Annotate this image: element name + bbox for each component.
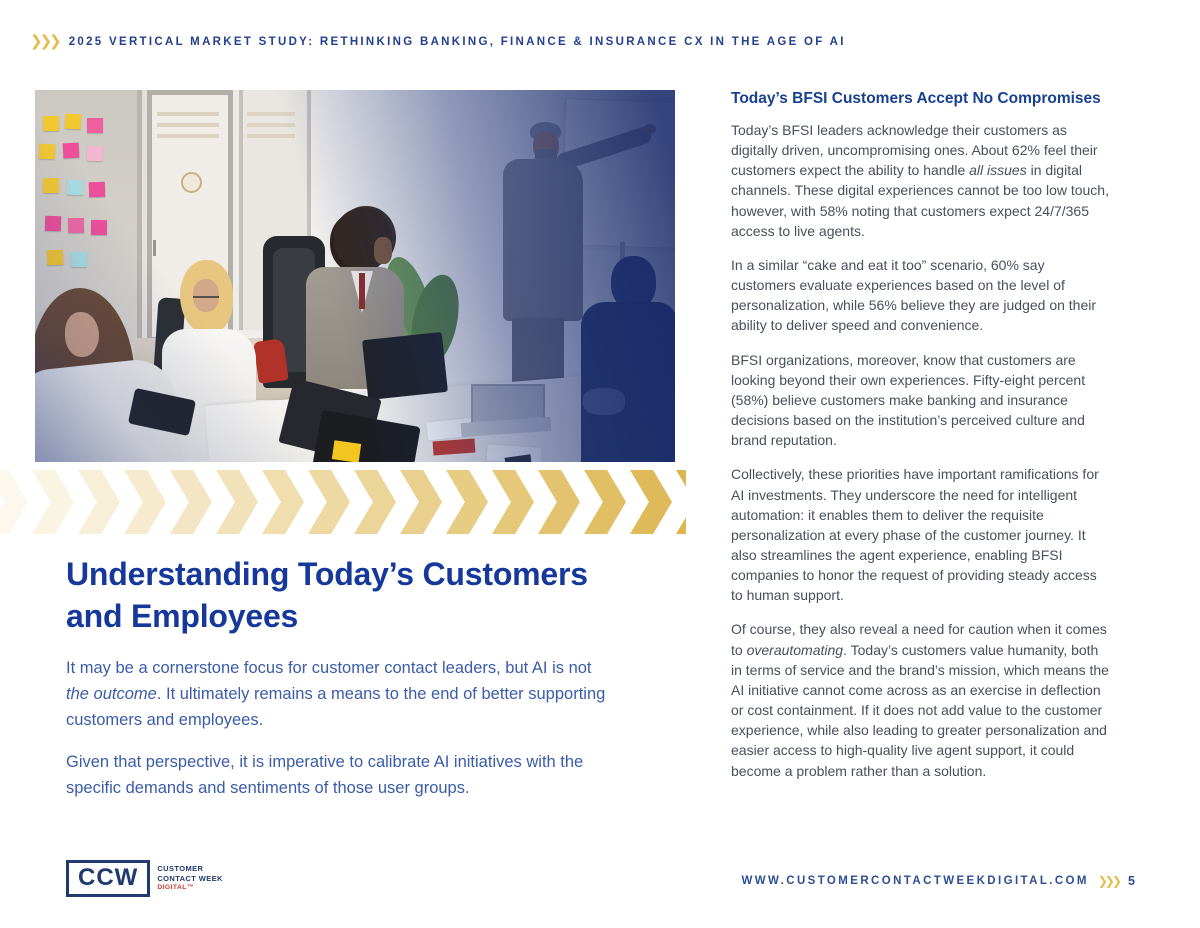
chevron-arrow [354, 470, 396, 534]
chevron-arrow [262, 470, 304, 534]
ccw-logo-line: CUSTOMER [157, 864, 204, 874]
chevron-arrow [216, 470, 258, 534]
chevron-arrow [400, 470, 442, 534]
page-number: 5 [1128, 874, 1135, 888]
article-paragraph: BFSI organizations, moreover, know that customers are looking beyond their own experiences. Fifty-eight percent (58%) believe customers make banking and insurance decisions based on the institution’s perceived culture and brand reputation. [731, 351, 1086, 449]
chevron-arrow [492, 470, 534, 534]
chevron-divider [0, 470, 686, 534]
article-paragraph: Today’s BFSI leaders acknowledge their customers as digitally driven, uncompromising ones. About 62% feel their customers expect the ability to handle all issues in digital channels. These digital experiences cannot be too low touch, however, with 58% noting that customers expect 24/7/365 access to live agents. [731, 122, 1109, 239]
article-column [731, 90, 1109, 781]
report-header [30, 34, 846, 49]
chevron-arrow [308, 470, 350, 534]
article-paragraph: Of course, they also reveal a need for caution when it comes to overautomating. Today’s customers value humanity, both in terms of service and the brand’s mission, which means the AI initiative cannot come across as an exercise in deflection or cost containment. If it does not add value to the customer experience, while also leading to greater personalization and easier access to high-quality live agent support, it could become a problem rather than a solution. [731, 621, 1109, 779]
website-url[interactable]: WWW.CUSTOMERCONTACTWEEKDIGITAL.COM [741, 875, 1089, 887]
report-title: 2025 VERTICAL MARKET STUDY: RETHINKING BANKING, FINANCE & INSURANCE CX IN THE AGE OF AI [68, 35, 846, 48]
lead-paragraph: Given that perspective, it is imperative to calibrate AI initiatives with the specific demands and sentiments of those user groups. [66, 752, 584, 797]
chevron-arrow [0, 470, 28, 534]
lead-paragraphs [66, 656, 616, 801]
lead-paragraph: It may be a cornerstone focus for customer contact leaders, but AI is not the outcome. It ultimately remains a means to the end of better supporting customers and employees. [66, 659, 606, 729]
footer-right [742, 874, 1135, 888]
chevron-arrow [630, 470, 672, 534]
office-meeting-photo [35, 90, 675, 462]
page-title: Understanding Today’s Customers and Employees [66, 556, 588, 634]
article-paragraph: In a similar “cake and eat it too” scenario, 60% say customers evaluate experiences based on the level of personalization, while 56% believe they are judged on their ability to deliver speed and convenience. [731, 256, 1097, 334]
ccw-logo-mark: CCW [66, 860, 150, 897]
chevron-arrow [32, 470, 74, 534]
ccw-logo-line: CONTACT WEEK [157, 874, 223, 884]
blue-gradient-overlay [35, 90, 675, 462]
chevron-arrow [170, 470, 212, 534]
chevron-arrow [676, 470, 686, 534]
chevron-arrow [124, 470, 166, 534]
chevron-arrow [446, 470, 488, 534]
triple-chevron-icon: ❯❯❯ [1097, 874, 1120, 888]
article-heading: Today’s BFSI Customers Accept No Compromises [731, 90, 1101, 107]
ccw-logo-digital: DIGITAL™ [157, 883, 195, 891]
triple-chevron-icon: ❯❯❯ [30, 32, 59, 50]
ccw-logo [66, 860, 223, 897]
ccw-logo-text [157, 864, 223, 892]
article-paragraph: Collectively, these priorities have important ramifications for AI investments. They underscore the need for intelligent automation: it enables them to deliver the requisite personalization at every phase of the customer journey. It also streamlines the agent experience, enabling BFSI companies to honor the request of providing steady access to human support. [731, 466, 1099, 604]
chevron-arrow [584, 470, 626, 534]
chevron-arrow [78, 470, 120, 534]
chevron-arrow [538, 470, 580, 534]
